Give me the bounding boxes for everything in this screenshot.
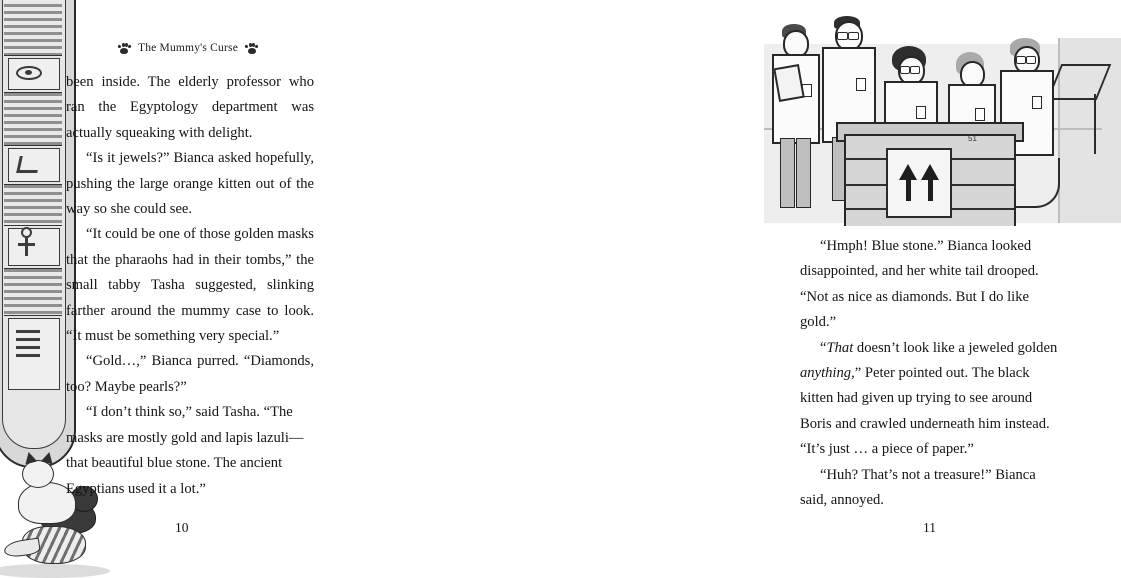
bird-hieroglyph-icon — [16, 156, 41, 173]
text-run: doesn’t look like a jeweled golden — [853, 339, 1058, 356]
paragraph: “I don’t think so,” said Tasha. “The masks are mostly gold and lapis lazuli—that beautiful blue stone. The ancient Egyptians used it a lot.” — [66, 404, 304, 497]
paragraph — [800, 336, 1062, 463]
left-page-body — [66, 70, 314, 502]
mummy-panel — [8, 318, 60, 390]
mummy-panel — [8, 228, 60, 266]
up-arrow-icon — [906, 179, 911, 201]
glasses-icon — [848, 32, 859, 40]
id-badge — [975, 108, 985, 121]
right-page — [374, 0, 1058, 576]
glasses-icon — [1016, 56, 1026, 64]
mummy-case-outline — [0, 0, 76, 468]
leg — [780, 138, 795, 208]
leg — [796, 138, 811, 208]
paragraph: “Is it jewels?” Bianca asked hopefully, pushing the large orange kitten out of the way so she could see. — [66, 150, 314, 218]
clipboard-tablet — [773, 64, 805, 102]
shipping-crate — [844, 134, 1016, 226]
text-run: ,” Peter pointed out. The black kitten had given up trying to see around Boris and crawled underneath him instead. “It’s just … a piece of paper.” — [800, 365, 1050, 458]
up-arrow-icon — [928, 179, 933, 201]
id-badge — [856, 78, 866, 91]
mummy-stripe-band — [4, 268, 62, 316]
id-badge — [1032, 96, 1042, 109]
crate-label — [886, 148, 952, 218]
left-page — [0, 0, 373, 576]
paragraph: “Gold…,” Bianca purred. “Diamonds, too? Maybe pearls?” — [66, 353, 314, 395]
lamp-arm — [1094, 94, 1096, 154]
up-arrow-icon — [899, 164, 917, 180]
white-kitten-head — [22, 460, 54, 488]
lamp-shade — [1047, 64, 1112, 100]
floor-shadow — [0, 564, 110, 578]
mummy-stripe-band — [4, 92, 62, 146]
paragraph: “Hmph! Blue stone.” Bianca looked disappointed, and her white tail drooped. “Not as nice as diamonds. But I do like gold.” — [800, 238, 1039, 331]
paragraph: “It could be one of those golden masks that the pharaohs had in their tombs,” the small tabby Tasha suggested, slinking farther around the mummy case to look. “It must be something very special.” — [66, 226, 314, 345]
museum-team-illustration — [758, 8, 1121, 223]
glasses-icon — [900, 66, 910, 74]
mummy-stripe-band — [4, 184, 62, 226]
crate-number: 51 — [968, 134, 977, 143]
text-run-italic: That — [826, 339, 854, 356]
right-page-body — [800, 234, 1062, 513]
page-number-left: 10 — [175, 520, 189, 535]
paragraph: been inside. The elderly professor who ran the Egyptology department was actually squeaking with delight. — [66, 74, 314, 141]
text-run-italic: anything — [800, 365, 852, 382]
mummy-stripe-band — [4, 0, 62, 56]
id-badge — [916, 106, 926, 119]
paw-print-icon — [245, 43, 258, 54]
paw-print-icon — [118, 43, 131, 54]
person-figure — [768, 22, 824, 222]
running-head-title: The Mummy's Curse — [137, 42, 239, 55]
text-run: “ — [820, 339, 827, 356]
work-lamp — [1054, 64, 1114, 110]
ankh-icon — [25, 236, 28, 256]
up-arrow-icon — [921, 164, 939, 180]
glasses-icon — [837, 32, 848, 40]
glasses-icon — [1026, 56, 1036, 64]
running-head — [62, 42, 314, 54]
paragraph: “Huh? That’s not a treasure!” Bianca said, annoyed. — [800, 466, 1036, 509]
eye-of-horus-icon — [16, 66, 42, 80]
page-number-right: 11 — [923, 520, 936, 535]
water-hieroglyph-icon — [16, 330, 40, 333]
glasses-icon — [910, 66, 920, 74]
